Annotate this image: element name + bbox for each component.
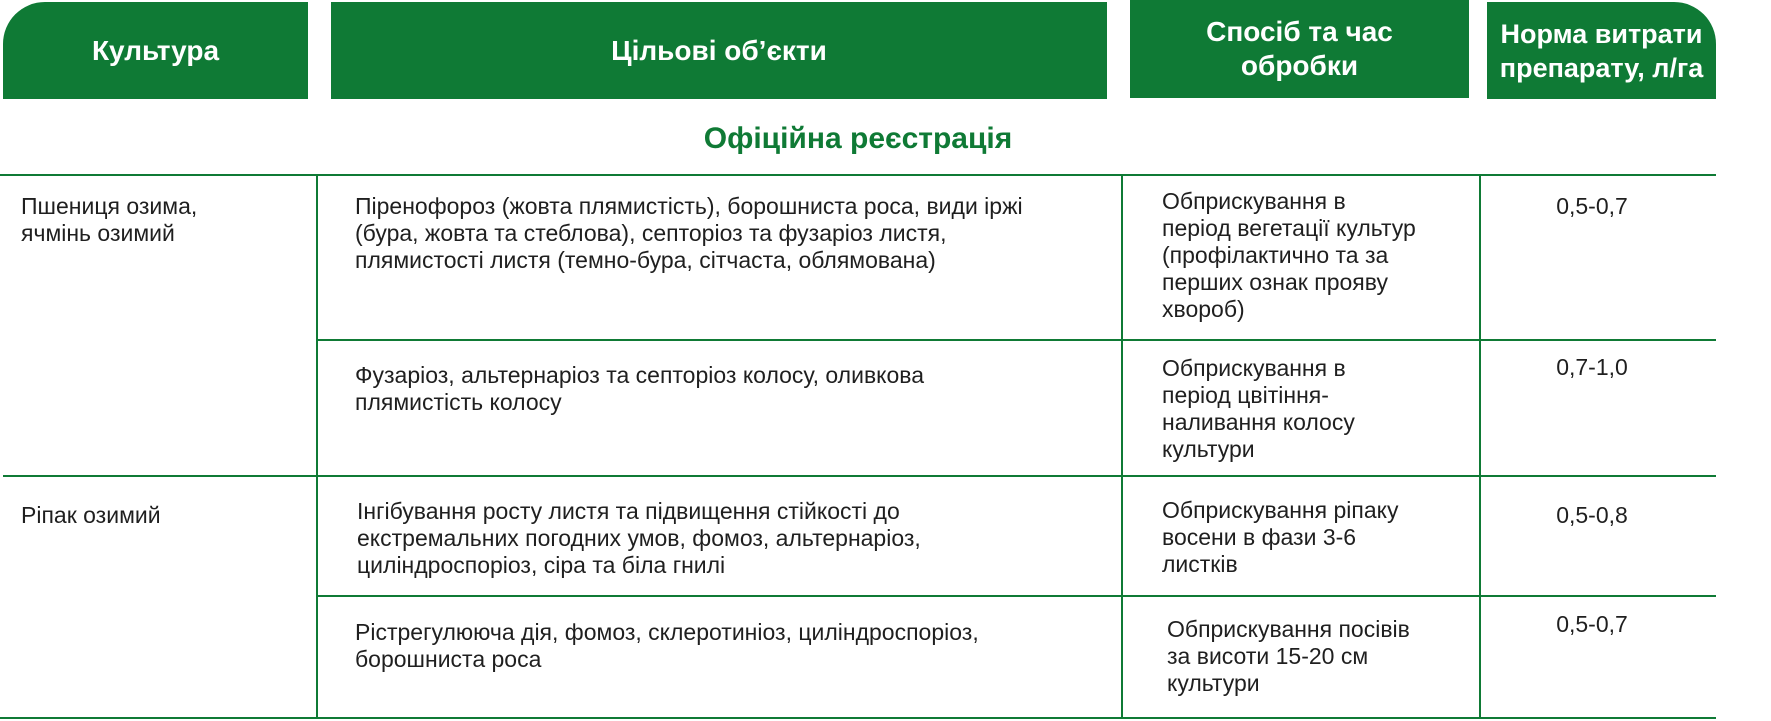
targets-cell — [355, 362, 924, 416]
targets-text: екстремальних погодних умов, фомоз, альтернаріоз, — [357, 525, 921, 551]
targets-text: Рістрегулююча дія, фомоз, склеротиніоз, циліндроспоріоз, — [355, 619, 979, 645]
method-text: Обприскування в — [1162, 188, 1346, 214]
header-culture — [3, 2, 308, 99]
row-divider — [317, 595, 1716, 597]
targets-text: Фузаріоз, альтернаріоз та септоріоз колосу, оливкова — [355, 362, 925, 388]
header-targets-label: Цільові об’єкти — [611, 34, 827, 66]
method-cell — [1162, 497, 1398, 578]
table-bottom-rule — [0, 717, 1716, 719]
method-text: за висоти 15-20 см — [1167, 643, 1369, 669]
header-method-line1: Спосіб та час — [1206, 16, 1393, 47]
rate-value: 0,5-0,8 — [1556, 502, 1628, 528]
section-title: Офіційна реєстрація — [703, 122, 1013, 155]
rate-value: 0,7-1,0 — [1556, 354, 1628, 380]
method-text: хвороб) — [1162, 296, 1245, 322]
method-text: Обприскування посівів — [1167, 616, 1410, 642]
method-text: Обприскування ріпаку — [1162, 497, 1399, 523]
method-text: (профілактично та за — [1162, 242, 1389, 268]
header-method-line2: обробки — [1240, 50, 1359, 81]
column-divider — [1121, 174, 1123, 719]
method-text: восени в фази 3-6 — [1162, 524, 1357, 550]
culture-name: Ріпак озимий — [21, 502, 161, 528]
header-targets — [331, 2, 1107, 99]
method-text: наливання колосу — [1162, 409, 1355, 435]
method-cell — [1162, 355, 1355, 463]
method-text: період цвітіння- — [1162, 382, 1329, 408]
method-cell — [1167, 616, 1410, 697]
header-rate-line1: Норма витрати — [1500, 18, 1703, 49]
method-text: Обприскування в — [1162, 355, 1346, 381]
targets-cell — [357, 498, 921, 579]
method-cell — [1162, 188, 1416, 323]
header-rate — [1487, 2, 1716, 99]
method-text: перших ознак прояву — [1162, 269, 1388, 295]
method-text: період вегетації культур — [1162, 215, 1416, 241]
targets-text: (бура, жовта та стеблова), септоріоз та фузаріоз листя, — [355, 220, 947, 246]
targets-text: циліндроспоріоз, сіра та біла гнилі — [357, 552, 726, 578]
targets-text: Інгібування росту листя та підвищення стійкості до — [357, 498, 900, 524]
culture-cell — [21, 502, 161, 529]
column-divider — [316, 174, 318, 719]
targets-text: плямистості листя (темно-бура, сітчаста, облямована) — [355, 247, 936, 273]
table-top-rule — [0, 174, 1716, 176]
header-rate-line2: препарату, л/га — [1499, 52, 1704, 83]
targets-cell — [355, 619, 979, 673]
method-text: культури — [1167, 670, 1260, 696]
targets-text: Піренофороз (жовта плямистість), борошниста роса, види іржі — [355, 193, 1023, 219]
rate-value: 0,5-0,7 — [1556, 193, 1628, 219]
row-divider — [317, 339, 1716, 341]
targets-text: борошниста роса — [355, 646, 542, 672]
targets-cell — [355, 193, 1023, 274]
header-method — [1130, 0, 1469, 98]
row-divider — [3, 475, 1716, 477]
targets-text: плямистість колосу — [355, 389, 562, 415]
method-text: культури — [1162, 436, 1255, 462]
culture-cell — [21, 193, 197, 247]
method-text: листків — [1162, 551, 1238, 577]
rate-value: 0,5-0,7 — [1556, 611, 1628, 637]
header-culture-label: Культура — [91, 34, 220, 66]
column-divider — [1479, 174, 1481, 719]
culture-name: ячмінь озимий — [21, 220, 175, 246]
culture-name: Пшениця озима, — [21, 193, 198, 219]
